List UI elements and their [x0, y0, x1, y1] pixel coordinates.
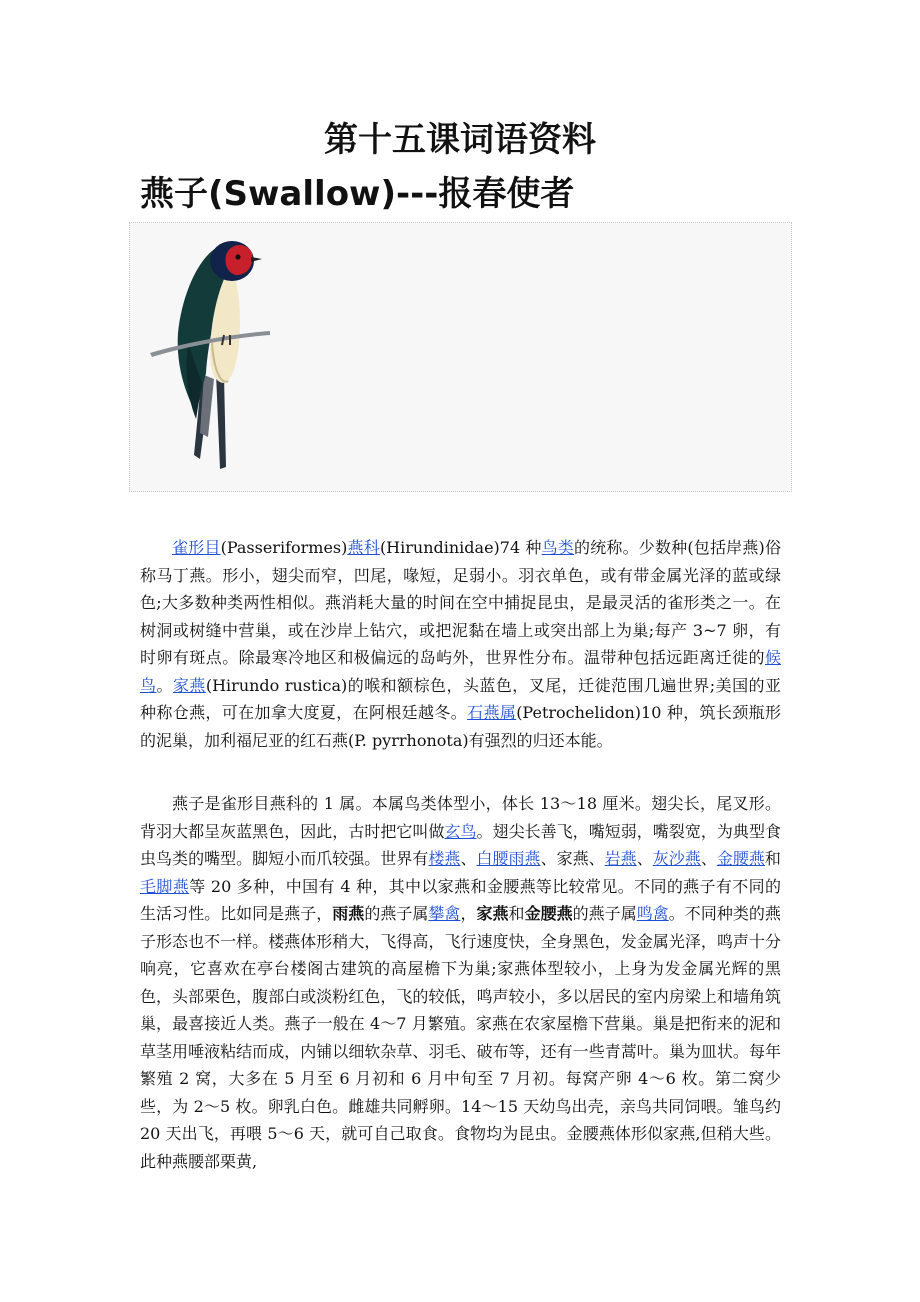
wiki-link[interactable]: 燕科 — [347, 538, 380, 557]
wiki-link[interactable]: 楼燕 — [428, 849, 461, 868]
text-run: 、 — [700, 849, 717, 868]
wiki-link[interactable]: 雀形目 — [172, 538, 221, 557]
text-run: (Hirundo rustica)的喉和额棕色，头蓝色，叉尾，迁徙范围几遍世界;美国的亚种称仓燕，可在加拿大度夏，在阿根廷越冬。 — [140, 675, 781, 722]
swallow-illustration-icon — [130, 223, 791, 491]
wiki-link[interactable]: 石燕属 — [467, 703, 517, 722]
wiki-link[interactable]: 岩燕 — [604, 849, 637, 868]
wiki-link[interactable]: 金腰燕 — [716, 849, 765, 868]
text-run: 。不同种类的燕子形态也不一样。楼燕体形稍大，飞得高，飞行速度快，全身黑色，发金属光泽，鸣声十分响亮，它喜欢在亭台楼阁古建筑的高屋檐下为巢;家燕体型较小，上身为发金属光辉的黑色，头部栗色，腹部白或淡粉红色，飞的较低，鸣声较小，多以居民的室内房梁上和墙角筑巢，最喜接近人类。燕子一般在 4～7 月繁殖。家燕在农家屋檐下营巢。巢是把衔来的泥和草茎用唾液粘结而成，内铺以细软杂草、羽毛、破布等，还有一些青蒿叶。巢为皿状。每年繁殖 2 窝，大多在 5 月至 6 月初和 6 月中旬至 7 月初。每窝产卵 4～6 枚。第二窝少些，为 2～5 枚。卵乳白色。雌雄共同孵卵。14～15 天幼鸟出壳，亲鸟共同饲喂。雏鸟约 20 天出飞，再喂 5～6 天，就可自己取食。食物均为昆虫。金腰燕体形似家燕,但稍大些。此种燕腰部栗黄, — [140, 904, 781, 1171]
text-run: 和 — [508, 904, 525, 923]
paragraph-1 — [140, 534, 781, 754]
text-run: 和 — [764, 849, 781, 868]
text-run: 。 — [156, 675, 173, 695]
text-run: 、家燕、 — [540, 849, 605, 868]
text-run: 、 — [460, 849, 477, 868]
bold-term: 雨燕 — [332, 904, 365, 923]
text-run: 燕子是雀形目燕科的 1 属。本属鸟类体型小，体长 13～18 厘米。翅尖长，尾叉形。背羽大都呈灰蓝黑色，因此，古时把它叫做 — [140, 794, 781, 841]
swallow-figure — [129, 222, 792, 492]
text-run: 。翅尖长善飞，嘴短弱，嘴裂宽，为典型食虫鸟类的嘴型。脚短小而爪较强。世界有 — [140, 821, 781, 868]
wiki-link[interactable]: 毛脚燕 — [140, 876, 190, 896]
text-run: (Hirundinidae)74 种 — [379, 538, 542, 557]
text-run: (Passeriformes) — [220, 538, 348, 557]
text-run: ， — [460, 904, 477, 923]
text-run: (Petrochelidon)10 种，筑长颈瓶形的泥巢，加利福尼亚的红石燕(P. pyrrhonota)有强烈的归还本能。 — [140, 703, 781, 750]
text-run: 的燕子属 — [572, 904, 637, 923]
text-run: 、 — [636, 849, 653, 868]
wiki-link[interactable]: 鸣禽 — [636, 904, 669, 923]
wiki-link[interactable]: 攀禽 — [428, 904, 461, 923]
paragraph-2 — [140, 790, 781, 1175]
wiki-link[interactable]: 家燕 — [172, 675, 206, 695]
bold-term: 家燕 — [476, 904, 509, 923]
page-subtitle: 燕子(Swallow)---报春使者 — [140, 174, 575, 214]
page-title: 第十五课词语资料 — [324, 120, 596, 160]
wiki-link[interactable]: 玄鸟 — [444, 821, 477, 841]
wiki-link[interactable]: 灰沙燕 — [652, 849, 701, 868]
wiki-link[interactable]: 候鸟 — [140, 648, 781, 695]
wiki-link[interactable]: 白腰雨燕 — [476, 849, 541, 868]
wiki-link[interactable]: 鸟类 — [541, 538, 574, 557]
bold-term: 金腰燕 — [524, 904, 573, 923]
text-run: 等 20 多种，中国有 4 种，其中以家燕和金腰燕等比较常见。不同的燕子有不同的生活习性。比如同是燕子， — [140, 876, 781, 923]
text-run: 的燕子属 — [364, 904, 429, 923]
text-run: 的统称。少数种(包括岸燕)俗称马丁燕。形小，翅尖而窄，凹尾，喙短，足弱小。羽衣单色，或有带金属光泽的蓝或绿色;大多数种类两性相似。燕消耗大量的时间在空中捕捉昆虫，是最灵活的雀形类之一。在树洞或树缝中营巢，或在沙岸上钻穴，或把泥黏在墙上或突出部上为巢;每产 3~7 卵，有时卵有斑点。除最寒冷地区和极偏远的岛屿外，世界性分布。温带种包括远距离迁徙的 — [140, 538, 781, 667]
